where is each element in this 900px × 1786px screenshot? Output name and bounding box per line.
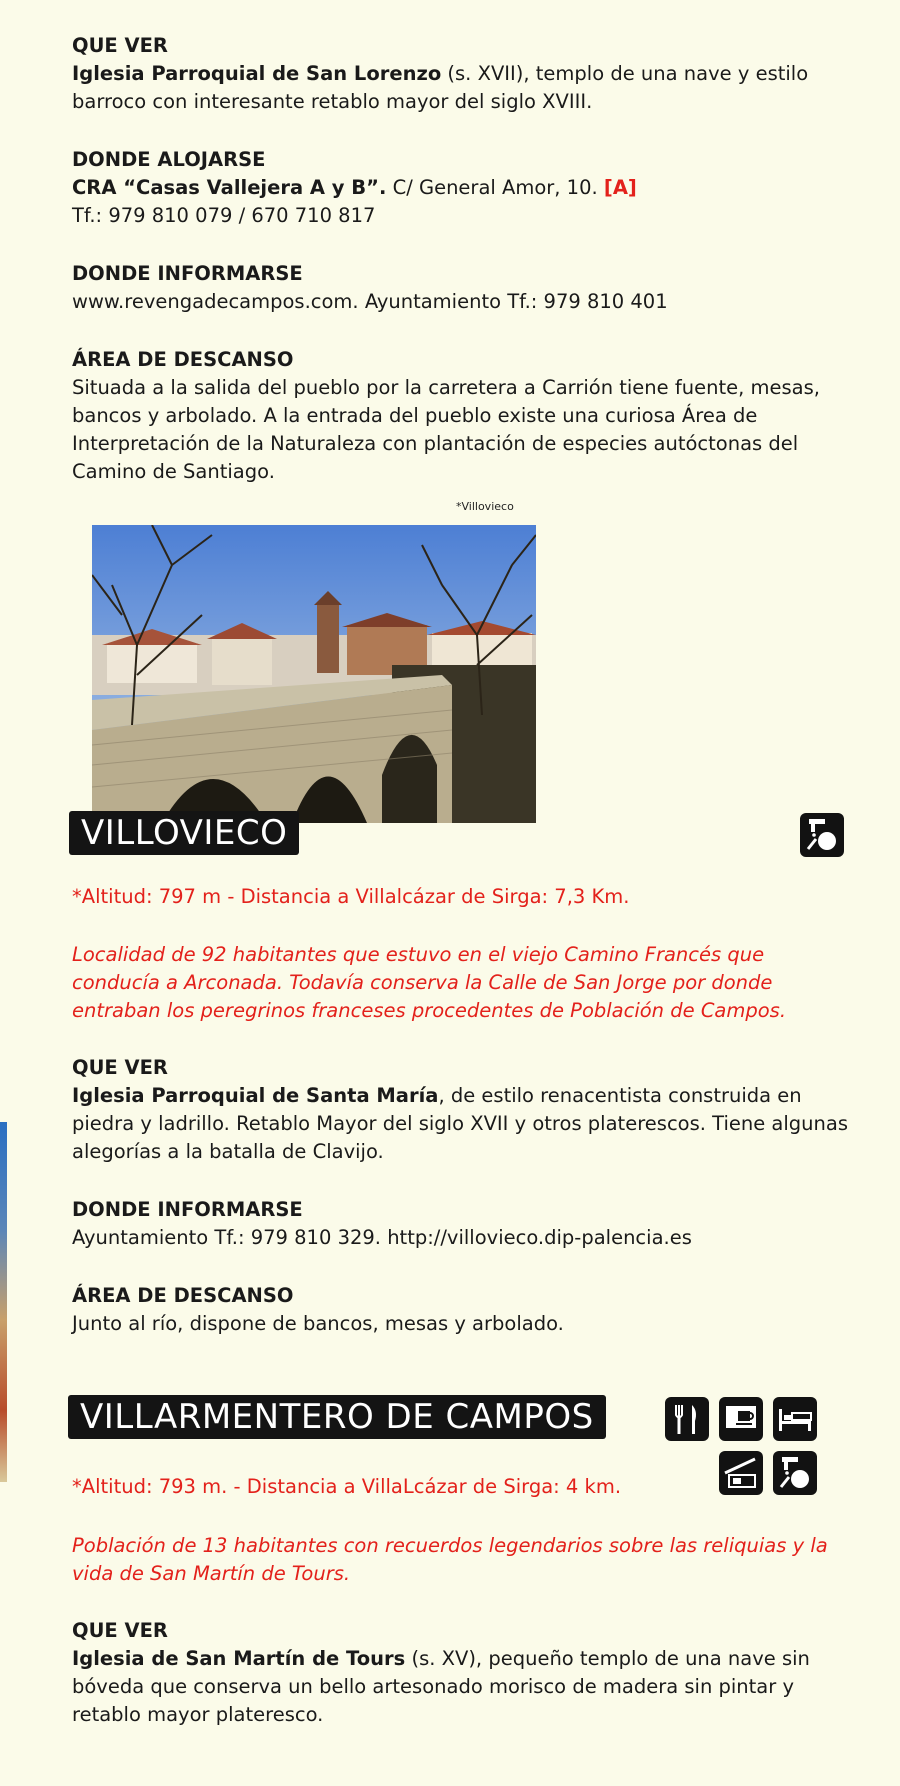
section-area-descanso (72, 346, 852, 486)
info-text: Ayuntamiento Tf.: 979 810 329. http://villovieco.dip-palencia.es (72, 1226, 692, 1249)
bed-icon (773, 1397, 817, 1441)
monument-description: (s. XVII), templo de una nave y estilo barroco con interesante retablo mayor del siglo XVIII. (72, 62, 809, 113)
villovieco-altitude (72, 883, 852, 911)
heading-donde-informarse: DONDE INFORMARSE (72, 262, 303, 285)
section-donde-informarse (72, 260, 852, 316)
villovieco-altitude-text: *Altitud: 797 m - Distancia a Villalcázar de Sirga: 7,3 Km. (72, 885, 630, 908)
lodging-address: C/ General Amor, 10. (386, 176, 604, 199)
heading-donde-informarse: DONDE INFORMARSE (72, 1198, 303, 1221)
monument-description: (s. XV), pequeño templo de una nave sin bóveda que conserva un bello artesonado morisco de madera sin pintar y retablo mayor plateresco. (72, 1647, 810, 1726)
que-ver-text (72, 60, 852, 116)
villarmentero-que-ver (72, 1617, 852, 1729)
section-que-ver-san-lorenzo (72, 32, 852, 116)
heading-area-descanso: ÁREA DE DESCANSO (72, 348, 294, 371)
villovieco-intro (72, 941, 852, 1025)
heading-area-descanso: ÁREA DE DESCANSO (72, 1284, 294, 1307)
heading-que-ver: QUE VER (72, 1619, 168, 1642)
heading-que-ver: QUE VER (72, 34, 168, 57)
photo-caption: *Villovieco (456, 500, 514, 513)
town-title-villarmentero: VILLARMENTERO DE CAMPOS (68, 1395, 606, 1439)
villarmentero-intro (72, 1532, 832, 1588)
villovieco-descanso (72, 1282, 852, 1338)
monument-description: , de estilo renacentista construida en piedra y ladrillo. Retablo Mayor del siglo XVII y otros platerescos. Tiene algunas alegorías a la batalla de Clavijo. (72, 1084, 849, 1163)
monument-name: Iglesia Parroquial de San Lorenzo (72, 62, 442, 85)
monument-name: Iglesia de San Martín de Tours (72, 1647, 406, 1670)
bridge-photo (92, 525, 536, 823)
lodging-name: CRA “Casas Vallejera A y B”. (72, 176, 387, 199)
lodging-tag: [A] (603, 176, 637, 199)
descanso-text: Situada a la salida del pueblo por la carretera a Carrión tiene fuente, mesas, bancos y arbolado. A la entrada del pueblo existe una curiosa Área de Interpretación de la Naturaleza con plantación de especies autóctonas del Camino de Santiago. (72, 376, 820, 483)
que-ver-text (72, 1645, 852, 1729)
bridge-photo-image (92, 525, 536, 823)
lodging-line (72, 174, 852, 202)
villarmentero-altitude (72, 1473, 852, 1501)
restaurant-icon (665, 1397, 709, 1441)
villarmentero-altitude-text: *Altitud: 793 m. - Distancia a VillaLcázar de Sirga: 4 km. (72, 1475, 622, 1498)
villarmentero-intro-text: Población de 13 habitantes con recuerdos legendarios sobre las reliquias y la vida de San Martín de Tours. (72, 1534, 828, 1585)
fountain-icon (800, 813, 844, 857)
villovieco-informarse (72, 1196, 852, 1252)
que-ver-text (72, 1082, 852, 1166)
town-title-villovieco: VILLOVIECO (69, 811, 299, 855)
adjacent-page-edge (0, 1122, 7, 1482)
villovieco-intro-text: Localidad de 92 habitantes que estuvo en el viejo Camino Francés que conducía a Arconada. Todavía conserva la Calle de San Jorge por donde entraban los peregrinos franceses procedentes de Población de Campos. (72, 943, 787, 1022)
info-text: www.revengadecampos.com. Ayuntamiento Tf.: 979 810 401 (72, 290, 668, 313)
heading-que-ver: QUE VER (72, 1056, 168, 1079)
descanso-text: Junto al río, dispone de bancos, mesas y arbolado. (72, 1312, 564, 1335)
monument-name: Iglesia Parroquial de Santa María (72, 1084, 439, 1107)
lodging-phones: Tf.: 979 810 079 / 670 710 817 (72, 204, 376, 227)
villovieco-que-ver (72, 1054, 852, 1166)
section-donde-alojarse (72, 146, 852, 230)
heading-donde-alojarse: DONDE ALOJARSE (72, 148, 266, 171)
cafe-icon (719, 1397, 763, 1441)
